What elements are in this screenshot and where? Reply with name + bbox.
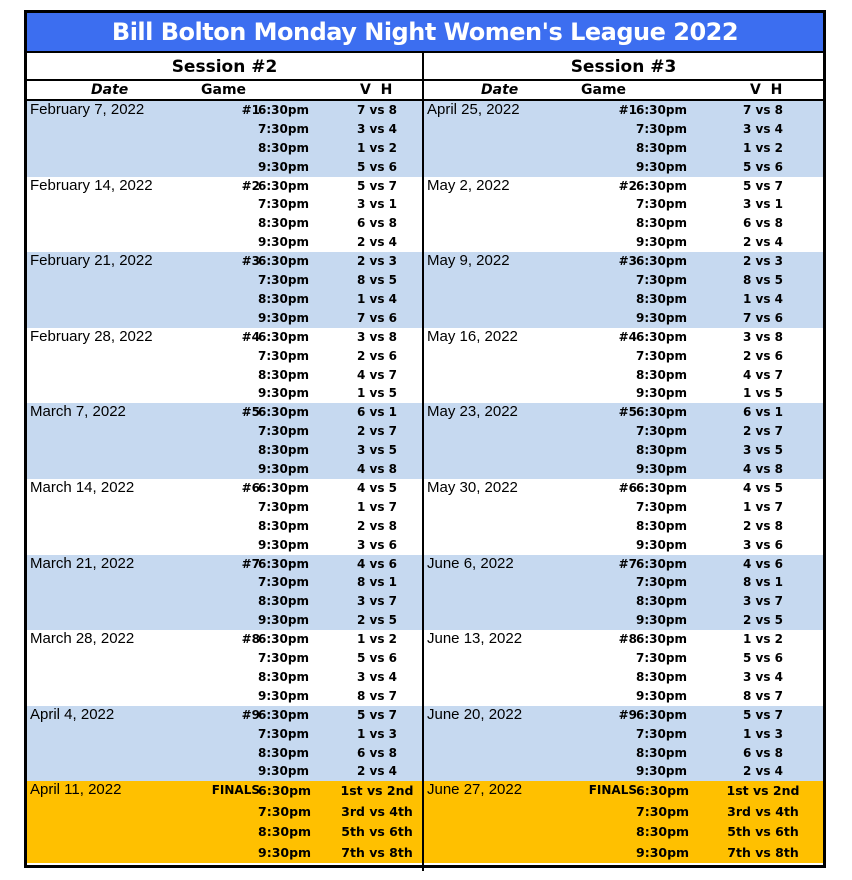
week-block (424, 177, 823, 253)
game-time: 8:30pm (636, 443, 687, 458)
matchup: 5 vs 7 (356, 707, 398, 722)
game-time: 9:30pm (636, 159, 687, 174)
matchup: 1st vs 2nd (340, 783, 414, 799)
game-time: 8:30pm (636, 291, 687, 306)
game-number: #4 (618, 329, 637, 344)
finals-week-block (27, 781, 422, 863)
matchup: 2 vs 5 (742, 613, 784, 628)
week-date: March 21, 2022 (30, 554, 135, 572)
game-time: 7:30pm (636, 575, 687, 590)
week-date: February 28, 2022 (30, 327, 153, 345)
game-time: 8:30pm (258, 140, 309, 155)
matchup: 4 vs 7 (356, 367, 398, 382)
matchup: 5 vs 7 (742, 178, 784, 193)
game-time: 6:30pm (258, 329, 309, 344)
game-time: 6:30pm (258, 103, 309, 117)
game-time: 9:30pm (636, 844, 690, 860)
matchup: 2 vs 4 (356, 235, 398, 250)
game-time: 7:30pm (258, 424, 309, 439)
game-number: #5 (241, 405, 260, 420)
vh-header: V H (360, 82, 393, 98)
game-number: #5 (618, 405, 637, 420)
session-3-panel (424, 53, 823, 871)
game-number: #1 (618, 103, 637, 117)
column-header-row (424, 81, 823, 101)
game-time: 9:30pm (636, 764, 687, 779)
matchup: 2 vs 8 (742, 518, 784, 533)
week-list (27, 101, 422, 863)
game-time: 6:30pm (258, 254, 309, 269)
game-time: 6:30pm (636, 783, 690, 799)
matchup: 1 vs 3 (742, 726, 784, 741)
matchup: 2 vs 6 (742, 348, 784, 363)
game-time: 7:30pm (258, 348, 309, 363)
week-date: March 14, 2022 (30, 478, 135, 496)
week-date: May 2, 2022 (427, 176, 510, 194)
matchup: 4 vs 5 (742, 480, 784, 495)
game-time: 8:30pm (636, 518, 687, 533)
matchup: 3 vs 7 (742, 594, 784, 609)
week-date: February 21, 2022 (30, 252, 153, 270)
matchup: 3 vs 4 (742, 121, 784, 136)
week-date: June 13, 2022 (427, 630, 523, 648)
matchup: 3 vs 7 (356, 594, 398, 609)
matchup: 6 vs 1 (356, 405, 398, 420)
game-time: 8:30pm (636, 745, 687, 760)
week-block (27, 479, 422, 555)
matchup: 5 vs 6 (742, 651, 784, 666)
matchup: 5 vs 6 (356, 159, 398, 174)
week-block (424, 403, 823, 479)
week-date: June 20, 2022 (427, 705, 523, 723)
session-title: Session #2 (27, 53, 422, 81)
game-time: 6:30pm (258, 178, 309, 193)
game-time: 6:30pm (258, 480, 309, 495)
matchup: 4 vs 6 (742, 556, 784, 571)
game-time: 6:30pm (636, 707, 687, 722)
matchup: 4 vs 5 (356, 480, 398, 495)
matchup: 1 vs 5 (356, 386, 398, 401)
matchup: 2 vs 7 (742, 424, 784, 439)
game-time: 7:30pm (258, 575, 309, 590)
matchup: 2 vs 4 (742, 764, 784, 779)
game-time: 9:30pm (258, 310, 309, 325)
game-time: 9:30pm (636, 235, 687, 250)
date-header: Date (91, 82, 129, 98)
week-date: May 16, 2022 (427, 327, 518, 345)
matchup: 4 vs 8 (356, 462, 398, 477)
matchup: 8 vs 5 (356, 273, 398, 288)
matchup: 1 vs 4 (356, 291, 398, 306)
matchup: 6 vs 1 (742, 405, 784, 420)
matchup: 7 vs 8 (742, 103, 784, 117)
week-date: May 9, 2022 (427, 252, 510, 270)
week-date: May 30, 2022 (427, 478, 518, 496)
week-block (424, 252, 823, 328)
week-date: February 14, 2022 (30, 176, 153, 194)
matchup: 2 vs 4 (742, 235, 784, 250)
vh-header: V H (750, 82, 783, 98)
matchup: 1st vs 2nd (726, 783, 800, 799)
game-time: 8:30pm (258, 824, 312, 840)
game-time: 7:30pm (636, 803, 690, 819)
matchup: 4 vs 8 (742, 462, 784, 477)
matchup: 5 vs 6 (356, 651, 398, 666)
game-time: 8:30pm (258, 443, 309, 458)
game-time: 9:30pm (258, 386, 309, 401)
game-time: 6:30pm (636, 405, 687, 420)
matchup: 3 vs 1 (742, 197, 784, 212)
game-number: FINALS (588, 783, 637, 798)
game-time: 9:30pm (258, 844, 312, 860)
matchup: 3 vs 6 (356, 537, 398, 552)
game-number: #6 (241, 480, 260, 495)
matchup: 7th vs 8th (341, 844, 413, 860)
game-time: 9:30pm (258, 688, 309, 703)
week-date: March 7, 2022 (30, 403, 126, 421)
game-time: 6:30pm (258, 632, 309, 647)
week-block (424, 328, 823, 404)
matchup: 3 vs 5 (356, 443, 398, 458)
game-number: #2 (618, 178, 637, 193)
matchup: 7 vs 6 (742, 310, 784, 325)
game-time: 9:30pm (258, 159, 309, 174)
game-number: #9 (241, 707, 260, 722)
game-time: 6:30pm (636, 178, 687, 193)
matchup: 1 vs 2 (356, 632, 398, 647)
matchup: 2 vs 5 (356, 613, 398, 628)
week-date: April 4, 2022 (30, 705, 115, 723)
date-header: Date (481, 82, 519, 98)
game-time: 8:30pm (636, 669, 687, 684)
matchup: 8 vs 7 (742, 688, 784, 703)
week-date: March 28, 2022 (30, 630, 135, 648)
game-time: 6:30pm (258, 783, 312, 799)
game-time: 9:30pm (258, 537, 309, 552)
week-block (424, 555, 823, 631)
game-time: 9:30pm (258, 764, 309, 779)
matchup: 3 vs 6 (742, 537, 784, 552)
game-number: #6 (618, 480, 637, 495)
matchup: 1 vs 7 (356, 499, 398, 514)
week-block (27, 555, 422, 631)
game-time: 8:30pm (258, 594, 309, 609)
game-time: 8:30pm (258, 518, 309, 533)
game-time: 6:30pm (258, 707, 309, 722)
game-number: FINALS (211, 783, 260, 798)
week-date: June 6, 2022 (427, 554, 514, 572)
week-date: May 23, 2022 (427, 403, 518, 421)
schedule-sheet (24, 10, 826, 868)
week-block (27, 328, 422, 404)
game-time: 9:30pm (258, 235, 309, 250)
game-time: 9:30pm (636, 386, 687, 401)
matchup: 1 vs 2 (742, 632, 784, 647)
week-block (27, 177, 422, 253)
game-time: 7:30pm (258, 121, 309, 136)
matchup: 1 vs 2 (742, 140, 784, 155)
matchup: 5th vs 6th (341, 824, 413, 840)
matchup: 4 vs 6 (356, 556, 398, 571)
matchup: 6 vs 8 (742, 745, 784, 760)
week-date: June 27, 2022 (427, 781, 523, 799)
game-time: 7:30pm (636, 197, 687, 212)
week-block (27, 101, 422, 177)
game-time: 9:30pm (636, 310, 687, 325)
matchup: 5 vs 7 (356, 178, 398, 193)
matchup: 3 vs 4 (356, 121, 398, 136)
week-list (424, 101, 823, 863)
matchup: 2 vs 6 (356, 348, 398, 363)
game-time: 8:30pm (258, 745, 309, 760)
session-2-panel (27, 53, 424, 871)
game-time: 8:30pm (636, 367, 687, 382)
matchup: 8 vs 5 (742, 273, 784, 288)
game-time: 6:30pm (258, 556, 309, 571)
week-block (424, 706, 823, 782)
game-time: 9:30pm (636, 462, 687, 477)
matchup: 2 vs 4 (356, 764, 398, 779)
game-time: 6:30pm (636, 103, 687, 117)
week-block (424, 479, 823, 555)
game-time: 8:30pm (636, 824, 690, 840)
matchup: 3 vs 8 (742, 329, 784, 344)
matchup: 3 vs 5 (742, 443, 784, 458)
week-date: April 25, 2022 (427, 101, 520, 118)
game-time: 6:30pm (258, 405, 309, 420)
matchup: 2 vs 3 (356, 254, 398, 269)
game-number: #9 (618, 707, 637, 722)
session-title: Session #3 (424, 53, 823, 81)
matchup: 3rd vs 4th (727, 803, 799, 819)
matchup: 8 vs 1 (742, 575, 784, 590)
matchup: 2 vs 8 (356, 518, 398, 533)
matchup: 3 vs 1 (356, 197, 398, 212)
game-time: 7:30pm (258, 726, 309, 741)
finals-week-block (424, 781, 823, 863)
matchup: 2 vs 3 (742, 254, 784, 269)
week-block (27, 403, 422, 479)
game-number: #7 (618, 556, 637, 571)
matchup: 5 vs 6 (742, 159, 784, 174)
game-time: 8:30pm (258, 669, 309, 684)
matchup: 4 vs 7 (742, 367, 784, 382)
matchup: 8 vs 7 (356, 688, 398, 703)
matchup: 1 vs 4 (742, 291, 784, 306)
week-block (424, 101, 823, 177)
matchup: 6 vs 8 (356, 745, 398, 760)
game-header: Game (201, 82, 247, 98)
game-time: 7:30pm (636, 726, 687, 741)
game-number: #4 (241, 329, 260, 344)
game-number: #8 (618, 632, 637, 647)
matchup: 1 vs 7 (742, 499, 784, 514)
game-number: #3 (618, 254, 637, 269)
matchup: 1 vs 3 (356, 726, 398, 741)
matchup: 3rd vs 4th (341, 803, 413, 819)
game-time: 9:30pm (636, 613, 687, 628)
game-time: 8:30pm (258, 216, 309, 231)
game-time: 9:30pm (636, 537, 687, 552)
game-time: 7:30pm (258, 651, 309, 666)
week-date: April 11, 2022 (30, 781, 122, 799)
game-time: 9:30pm (258, 462, 309, 477)
game-time: 7:30pm (258, 499, 309, 514)
matchup: 7 vs 8 (356, 103, 398, 117)
matchup: 3 vs 4 (356, 669, 398, 684)
matchup: 3 vs 8 (356, 329, 398, 344)
week-block (27, 252, 422, 328)
game-time: 9:30pm (258, 613, 309, 628)
column-header-row (27, 81, 422, 101)
matchup: 6 vs 8 (356, 216, 398, 231)
game-time: 7:30pm (636, 273, 687, 288)
game-time: 6:30pm (636, 556, 687, 571)
matchup: 8 vs 1 (356, 575, 398, 590)
game-time: 7:30pm (636, 499, 687, 514)
matchup: 6 vs 8 (742, 216, 784, 231)
game-time: 8:30pm (636, 594, 687, 609)
week-block (424, 630, 823, 706)
game-time: 8:30pm (258, 291, 309, 306)
game-time: 7:30pm (636, 348, 687, 363)
matchup: 1 vs 5 (742, 386, 784, 401)
matchup: 3 vs 4 (742, 669, 784, 684)
matchup: 5th vs 6th (727, 824, 799, 840)
game-time: 7:30pm (258, 273, 309, 288)
game-time: 9:30pm (636, 688, 687, 703)
week-block (27, 630, 422, 706)
matchup: 2 vs 7 (356, 424, 398, 439)
game-time: 7:30pm (636, 424, 687, 439)
game-header: Game (581, 82, 627, 98)
game-time: 8:30pm (636, 140, 687, 155)
game-number: #3 (241, 254, 260, 269)
matchup: 7th vs 8th (727, 844, 799, 860)
game-time: 6:30pm (636, 480, 687, 495)
game-time: 7:30pm (636, 651, 687, 666)
game-number: #7 (241, 556, 260, 571)
game-time: 6:30pm (636, 632, 687, 647)
game-time: 8:30pm (258, 367, 309, 382)
game-time: 6:30pm (636, 329, 687, 344)
game-time: 6:30pm (636, 254, 687, 269)
game-number: #8 (241, 632, 260, 647)
game-time: 7:30pm (258, 803, 312, 819)
week-block (27, 706, 422, 782)
week-date: February 7, 2022 (30, 101, 145, 118)
page-title: Bill Bolton Monday Night Women's League 2022 (27, 13, 823, 53)
game-time: 7:30pm (636, 121, 687, 136)
matchup: 1 vs 2 (356, 140, 398, 155)
matchup: 7 vs 6 (356, 310, 398, 325)
matchup: 5 vs 7 (742, 707, 784, 722)
game-time: 8:30pm (636, 216, 687, 231)
game-time: 7:30pm (258, 197, 309, 212)
game-number: #2 (241, 178, 260, 193)
game-number: #1 (241, 103, 260, 117)
